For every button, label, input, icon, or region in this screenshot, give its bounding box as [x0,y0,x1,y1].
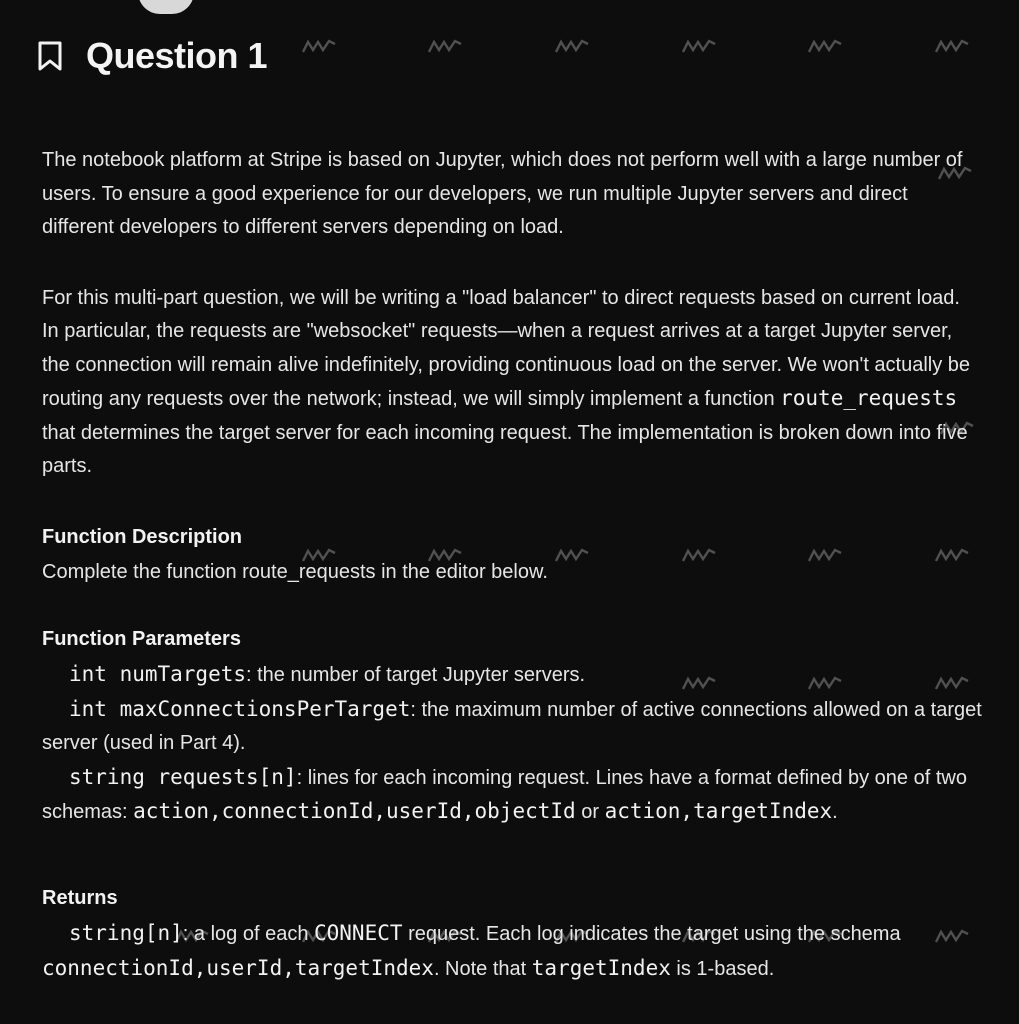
top-handle [138,0,194,14]
param-desc: : the number of target Jupyter servers. [246,664,586,686]
returns-code: string[n] [69,921,183,945]
function-description-heading: Function Description [42,525,242,548]
returns-heading: Returns [42,886,118,909]
period-text: . [832,801,838,823]
returns-desc-d: is 1-based. [670,957,775,980]
param-num-targets [42,658,982,693]
returns-text [42,917,982,986]
function-parameters-section [42,623,982,830]
watermark-icon [555,38,589,54]
returns-section [42,882,982,987]
returns-desc-b: request. Each log indicates the target using the schema [402,923,901,945]
watermark-icon [935,38,969,54]
param-desc: : the maximum number of active connections allowed on a target server (used in Part 4). [42,698,982,754]
watermark-icon [428,38,462,54]
watermark-icon [682,38,716,54]
function-description-text: Complete the function route_requests in the editor below. [42,561,548,583]
intro-text-b: that determines the target server for each incoming request. The implementation is broken down into five parts. [42,421,968,477]
intro-paragraph-2 [42,282,982,484]
returns-desc-a: : a log of each [182,923,314,945]
or-text: or [575,801,605,823]
param-requests [42,761,982,830]
intro-paragraph-1: The notebook platform at Stripe is based on Jupyter, which does not perform well with a large number of users. To ensure a good experience for our developers, we run multiple Jupyter servers and direct different developers to different servers depending on load. [42,149,963,238]
page-title: Question 1 [86,35,268,76]
function-parameters-heading: Function Parameters [42,627,241,650]
param-code: string requests[n] [69,764,297,789]
watermark-icon [808,38,842,54]
bookmark-icon[interactable] [36,40,64,72]
intro-text-a: For this multi-part question, we will be writing a "load balancer" to direct requests based on current load. In particular, the requests are "websocket" requests—when a request arrives at a target Jupyter server, the connection will remain alive indefinitely, providing continuous load on the server. We won't actually be routing any requests over the network; instead, we will simply implement a function [42,286,971,410]
connect-code: CONNECT [314,921,403,945]
schema-1-code: action,connectionId,userId,objectId [133,799,576,823]
watermark-icon [302,38,336,54]
returns-schema-code: connectionId,userId,targetIndex [42,955,434,980]
param-desc: : lines for each incoming request. Lines have a format defined by one of two schemas: [42,766,967,823]
schema-2-code: action,targetIndex [604,799,833,823]
param-max-connections [42,693,982,761]
param-code: int maxConnectionsPerTarget [69,696,411,721]
target-index-code: targetIndex [531,955,671,980]
question-body [42,144,982,1019]
function-description-section [42,521,982,590]
param-code: int numTargets [69,662,247,686]
question-header [36,34,267,78]
route-requests-code: route_requests [780,386,958,410]
returns-desc-c: . Note that [433,957,532,980]
